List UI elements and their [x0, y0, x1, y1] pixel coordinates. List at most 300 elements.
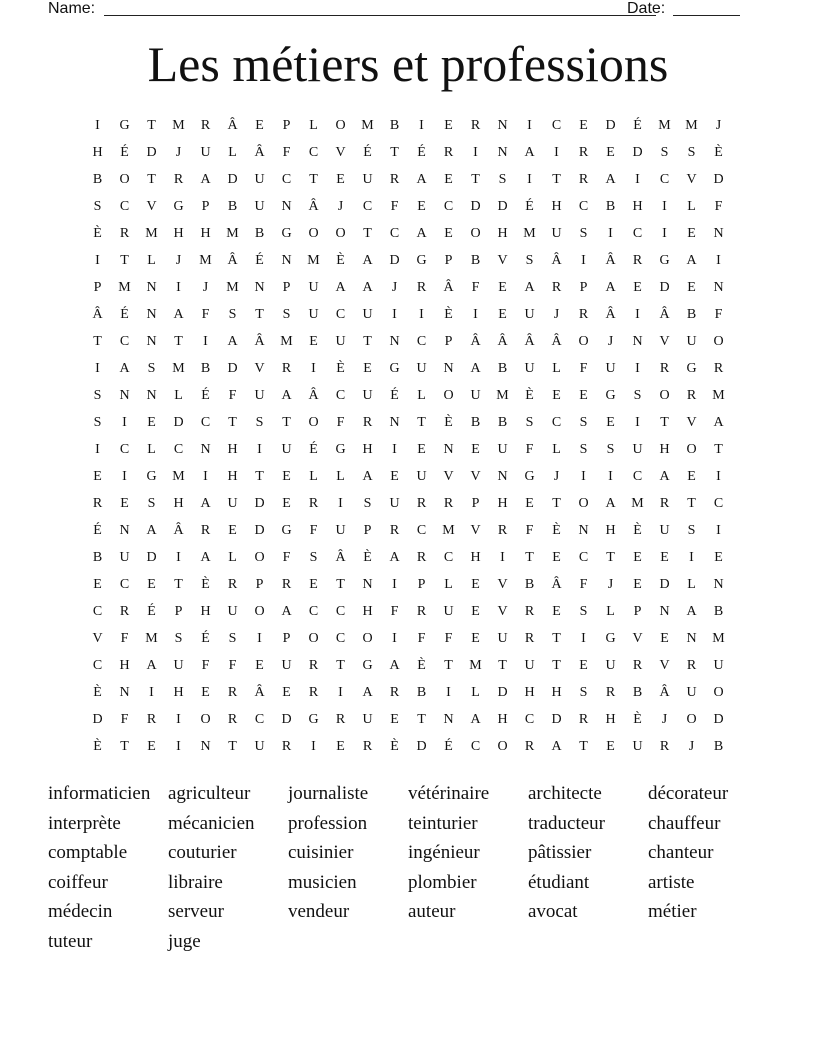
- grid-letter[interactable]: A: [524, 144, 535, 160]
- grid-letter[interactable]: G: [416, 252, 427, 268]
- grid-letter[interactable]: È: [93, 738, 102, 754]
- grid-letter[interactable]: P: [282, 117, 291, 133]
- grid-letter[interactable]: O: [686, 441, 697, 457]
- grid-letter[interactable]: R: [173, 171, 184, 187]
- grid-letter[interactable]: N: [146, 279, 157, 295]
- grid-letter[interactable]: S: [255, 414, 264, 430]
- grid-letter[interactable]: E: [687, 279, 696, 295]
- grid-letter[interactable]: M: [172, 468, 185, 484]
- grid-letter[interactable]: I: [149, 684, 154, 700]
- grid-letter[interactable]: T: [444, 657, 453, 673]
- grid-letter[interactable]: I: [203, 468, 208, 484]
- grid-letter[interactable]: U: [362, 306, 373, 322]
- grid-letter[interactable]: T: [120, 252, 129, 268]
- grid-letter[interactable]: H: [497, 711, 508, 727]
- grid-letter[interactable]: D: [551, 711, 562, 727]
- grid-letter[interactable]: D: [146, 549, 157, 565]
- grid-letter[interactable]: I: [716, 252, 721, 268]
- grid-letter[interactable]: R: [578, 711, 589, 727]
- grid-letter[interactable]: I: [311, 738, 316, 754]
- grid-letter[interactable]: F: [282, 144, 291, 160]
- grid-letter[interactable]: H: [551, 198, 562, 214]
- grid-letter[interactable]: C: [119, 333, 130, 349]
- grid-letter[interactable]: E: [417, 198, 426, 214]
- grid-letter[interactable]: R: [524, 630, 535, 646]
- grid-letter[interactable]: U: [389, 495, 400, 511]
- grid-letter[interactable]: A: [362, 279, 373, 295]
- grid-letter[interactable]: H: [524, 684, 535, 700]
- grid-letter[interactable]: S: [687, 522, 696, 538]
- grid-letter[interactable]: O: [254, 549, 265, 565]
- grid-letter[interactable]: F: [390, 603, 399, 619]
- grid-letter[interactable]: Â: [605, 252, 616, 268]
- grid-letter[interactable]: Â: [497, 333, 508, 349]
- grid-letter[interactable]: N: [200, 738, 211, 754]
- grid-letter[interactable]: R: [200, 117, 211, 133]
- grid-letter[interactable]: T: [552, 495, 561, 511]
- grid-letter[interactable]: F: [228, 387, 237, 403]
- grid-letter[interactable]: I: [635, 414, 640, 430]
- grid-letter[interactable]: Â: [551, 252, 562, 268]
- grid-letter[interactable]: A: [389, 657, 400, 673]
- grid-letter[interactable]: T: [309, 171, 318, 187]
- grid-letter[interactable]: C: [470, 738, 481, 754]
- grid-letter[interactable]: E: [498, 306, 507, 322]
- grid-letter[interactable]: R: [551, 279, 562, 295]
- grid-letter[interactable]: S: [147, 360, 156, 376]
- grid-letter[interactable]: A: [551, 738, 562, 754]
- grid-letter[interactable]: M: [145, 225, 158, 241]
- grid-letter[interactable]: T: [552, 630, 561, 646]
- grid-letter[interactable]: O: [308, 225, 319, 241]
- grid-letter[interactable]: F: [714, 306, 723, 322]
- grid-letter[interactable]: È: [417, 657, 426, 673]
- grid-letter[interactable]: A: [335, 279, 346, 295]
- grid-letter[interactable]: F: [282, 549, 291, 565]
- grid-letter[interactable]: V: [470, 522, 481, 538]
- grid-letter[interactable]: E: [714, 549, 723, 565]
- grid-letter[interactable]: R: [416, 279, 427, 295]
- grid-letter[interactable]: R: [362, 414, 373, 430]
- grid-letter[interactable]: M: [226, 279, 239, 295]
- grid-letter[interactable]: E: [471, 630, 480, 646]
- grid-letter[interactable]: M: [496, 387, 509, 403]
- grid-letter[interactable]: U: [227, 495, 238, 511]
- grid-letter[interactable]: S: [579, 603, 588, 619]
- grid-letter[interactable]: D: [497, 198, 508, 214]
- grid-letter[interactable]: U: [254, 198, 265, 214]
- grid-letter[interactable]: J: [607, 576, 614, 592]
- grid-letter[interactable]: P: [444, 252, 453, 268]
- grid-letter[interactable]: È: [714, 144, 723, 160]
- grid-letter[interactable]: U: [308, 306, 319, 322]
- grid-letter[interactable]: C: [335, 387, 346, 403]
- grid-letter[interactable]: R: [524, 738, 535, 754]
- grid-letter[interactable]: A: [200, 171, 211, 187]
- grid-letter[interactable]: T: [363, 225, 372, 241]
- grid-letter[interactable]: U: [335, 333, 346, 349]
- grid-letter[interactable]: F: [579, 360, 588, 376]
- grid-letter[interactable]: Â: [551, 333, 562, 349]
- grid-letter[interactable]: L: [309, 468, 318, 484]
- grid-letter[interactable]: È: [93, 225, 102, 241]
- grid-letter[interactable]: E: [282, 495, 291, 511]
- grid-letter[interactable]: C: [254, 711, 265, 727]
- grid-letter[interactable]: A: [362, 468, 373, 484]
- grid-letter[interactable]: S: [282, 306, 291, 322]
- grid-letter[interactable]: B: [416, 684, 427, 700]
- grid-letter[interactable]: Â: [659, 684, 670, 700]
- grid-letter[interactable]: N: [497, 117, 508, 133]
- grid-letter[interactable]: P: [471, 495, 480, 511]
- grid-letter[interactable]: C: [443, 198, 454, 214]
- grid-letter[interactable]: L: [336, 468, 345, 484]
- grid-letter[interactable]: F: [390, 198, 399, 214]
- grid-letter[interactable]: F: [444, 630, 453, 646]
- grid-letter[interactable]: U: [362, 387, 373, 403]
- grid-letter[interactable]: L: [687, 576, 696, 592]
- grid-letter[interactable]: H: [470, 549, 481, 565]
- grid-letter[interactable]: R: [119, 603, 130, 619]
- grid-letter[interactable]: L: [687, 198, 696, 214]
- grid-letter[interactable]: D: [659, 576, 670, 592]
- grid-letter[interactable]: P: [444, 333, 453, 349]
- grid-letter[interactable]: Â: [443, 279, 454, 295]
- grid-letter[interactable]: G: [524, 468, 535, 484]
- grid-letter[interactable]: I: [689, 549, 694, 565]
- grid-letter[interactable]: L: [228, 144, 237, 160]
- grid-letter[interactable]: È: [525, 387, 534, 403]
- grid-letter[interactable]: U: [713, 657, 724, 673]
- grid-letter[interactable]: N: [119, 684, 130, 700]
- grid-letter[interactable]: C: [389, 225, 400, 241]
- grid-letter[interactable]: É: [147, 603, 156, 619]
- grid-letter[interactable]: U: [605, 360, 616, 376]
- grid-letter[interactable]: H: [200, 603, 211, 619]
- grid-letter[interactable]: I: [635, 306, 640, 322]
- grid-letter[interactable]: M: [118, 279, 131, 295]
- grid-letter[interactable]: S: [228, 306, 237, 322]
- grid-letter[interactable]: O: [308, 414, 319, 430]
- grid-letter[interactable]: E: [579, 657, 588, 673]
- grid-letter[interactable]: D: [632, 144, 643, 160]
- grid-letter[interactable]: N: [497, 144, 508, 160]
- grid-letter[interactable]: M: [712, 387, 725, 403]
- grid-letter[interactable]: M: [226, 225, 239, 241]
- grid-letter[interactable]: S: [579, 414, 588, 430]
- grid-letter[interactable]: D: [605, 117, 616, 133]
- grid-letter[interactable]: B: [92, 549, 103, 565]
- grid-letter[interactable]: O: [119, 171, 130, 187]
- grid-letter[interactable]: T: [417, 414, 426, 430]
- grid-letter[interactable]: É: [255, 252, 264, 268]
- grid-letter[interactable]: Â: [605, 306, 616, 322]
- grid-letter[interactable]: C: [659, 171, 670, 187]
- grid-letter[interactable]: C: [416, 333, 427, 349]
- grid-letter[interactable]: U: [632, 441, 643, 457]
- grid-letter[interactable]: F: [336, 414, 345, 430]
- grid-letter[interactable]: T: [498, 657, 507, 673]
- grid-letter[interactable]: V: [92, 630, 103, 646]
- grid-letter[interactable]: V: [146, 198, 157, 214]
- grid-letter[interactable]: C: [308, 603, 319, 619]
- grid-letter[interactable]: E: [552, 549, 561, 565]
- grid-letter[interactable]: U: [119, 549, 130, 565]
- grid-letter[interactable]: G: [173, 198, 184, 214]
- grid-letter[interactable]: A: [146, 522, 157, 538]
- grid-letter[interactable]: U: [254, 738, 265, 754]
- grid-letter[interactable]: T: [606, 549, 615, 565]
- grid-letter[interactable]: T: [228, 738, 237, 754]
- grid-letter[interactable]: H: [173, 684, 184, 700]
- grid-letter[interactable]: I: [716, 522, 721, 538]
- grid-letter[interactable]: I: [608, 468, 613, 484]
- grid-letter[interactable]: U: [524, 360, 535, 376]
- grid-letter[interactable]: R: [92, 495, 103, 511]
- grid-letter[interactable]: P: [417, 576, 426, 592]
- grid-letter[interactable]: S: [579, 225, 588, 241]
- grid-letter[interactable]: A: [416, 225, 427, 241]
- grid-letter[interactable]: U: [308, 279, 319, 295]
- grid-letter[interactable]: R: [632, 252, 643, 268]
- grid-letter[interactable]: I: [257, 630, 262, 646]
- grid-letter[interactable]: I: [176, 549, 181, 565]
- grid-letter[interactable]: E: [255, 117, 264, 133]
- grid-letter[interactable]: Â: [92, 306, 103, 322]
- grid-letter[interactable]: C: [335, 630, 346, 646]
- grid-letter[interactable]: U: [524, 657, 535, 673]
- grid-letter[interactable]: J: [688, 738, 695, 754]
- grid-letter[interactable]: B: [200, 360, 211, 376]
- grid-letter[interactable]: R: [308, 684, 319, 700]
- grid-letter[interactable]: Â: [335, 549, 346, 565]
- grid-letter[interactable]: C: [308, 144, 319, 160]
- grid-letter[interactable]: T: [552, 657, 561, 673]
- grid-letter[interactable]: I: [527, 117, 532, 133]
- grid-letter[interactable]: É: [201, 387, 210, 403]
- grid-letter[interactable]: D: [713, 711, 724, 727]
- grid-letter[interactable]: G: [605, 630, 616, 646]
- grid-letter[interactable]: V: [497, 603, 508, 619]
- grid-letter[interactable]: F: [309, 522, 318, 538]
- grid-letter[interactable]: D: [227, 171, 238, 187]
- grid-letter[interactable]: T: [174, 333, 183, 349]
- grid-letter[interactable]: O: [254, 603, 265, 619]
- grid-letter[interactable]: U: [470, 387, 481, 403]
- grid-letter[interactable]: A: [605, 495, 616, 511]
- grid-letter[interactable]: T: [336, 576, 345, 592]
- grid-letter[interactable]: T: [93, 333, 102, 349]
- grid-letter[interactable]: H: [227, 468, 238, 484]
- grid-letter[interactable]: J: [337, 198, 344, 214]
- grid-letter[interactable]: U: [173, 657, 184, 673]
- grid-letter[interactable]: R: [497, 522, 508, 538]
- grid-letter[interactable]: G: [659, 252, 670, 268]
- grid-letter[interactable]: B: [227, 198, 238, 214]
- grid-letter[interactable]: N: [146, 333, 157, 349]
- grid-letter[interactable]: H: [92, 144, 103, 160]
- grid-letter[interactable]: R: [227, 684, 238, 700]
- grid-letter[interactable]: O: [578, 495, 589, 511]
- grid-letter[interactable]: F: [228, 657, 237, 673]
- grid-letter[interactable]: E: [255, 657, 264, 673]
- grid-letter[interactable]: U: [200, 144, 211, 160]
- grid-letter[interactable]: È: [201, 576, 210, 592]
- grid-letter[interactable]: P: [93, 279, 102, 295]
- grid-letter[interactable]: T: [525, 549, 534, 565]
- grid-letter[interactable]: E: [579, 387, 588, 403]
- grid-letter[interactable]: M: [172, 117, 185, 133]
- grid-letter[interactable]: U: [335, 522, 346, 538]
- grid-letter[interactable]: A: [659, 468, 670, 484]
- grid-letter[interactable]: N: [686, 630, 697, 646]
- grid-letter[interactable]: G: [281, 522, 292, 538]
- grid-letter[interactable]: M: [469, 657, 482, 673]
- grid-letter[interactable]: I: [554, 144, 559, 160]
- grid-letter[interactable]: R: [416, 549, 427, 565]
- grid-letter[interactable]: J: [661, 711, 668, 727]
- grid-letter[interactable]: C: [335, 306, 346, 322]
- grid-letter[interactable]: H: [632, 198, 643, 214]
- grid-letter[interactable]: L: [606, 603, 615, 619]
- grid-letter[interactable]: I: [176, 711, 181, 727]
- grid-letter[interactable]: R: [389, 522, 400, 538]
- grid-letter[interactable]: É: [201, 630, 210, 646]
- grid-letter[interactable]: N: [146, 306, 157, 322]
- grid-letter[interactable]: F: [120, 711, 129, 727]
- grid-letter[interactable]: O: [713, 333, 724, 349]
- grid-letter[interactable]: R: [659, 495, 670, 511]
- grid-letter[interactable]: R: [119, 225, 130, 241]
- grid-letter[interactable]: N: [713, 225, 724, 241]
- grid-letter[interactable]: D: [470, 198, 481, 214]
- grid-letter[interactable]: N: [632, 333, 643, 349]
- grid-letter[interactable]: A: [200, 549, 211, 565]
- grid-letter[interactable]: I: [338, 495, 343, 511]
- grid-letter[interactable]: R: [659, 360, 670, 376]
- grid-letter[interactable]: T: [660, 414, 669, 430]
- grid-letter[interactable]: U: [551, 225, 562, 241]
- grid-letter[interactable]: A: [146, 657, 157, 673]
- grid-letter[interactable]: F: [579, 576, 588, 592]
- grid-letter[interactable]: I: [446, 684, 451, 700]
- grid-letter[interactable]: S: [579, 441, 588, 457]
- grid-letter[interactable]: É: [309, 441, 318, 457]
- grid-letter[interactable]: H: [659, 441, 670, 457]
- grid-letter[interactable]: U: [524, 306, 535, 322]
- grid-letter[interactable]: Â: [308, 387, 319, 403]
- grid-letter[interactable]: I: [122, 468, 127, 484]
- grid-letter[interactable]: R: [281, 576, 292, 592]
- grid-letter[interactable]: E: [147, 576, 156, 592]
- grid-letter[interactable]: I: [419, 306, 424, 322]
- grid-letter[interactable]: A: [227, 333, 238, 349]
- grid-letter[interactable]: A: [605, 279, 616, 295]
- grid-letter[interactable]: T: [714, 441, 723, 457]
- grid-letter[interactable]: S: [93, 387, 102, 403]
- grid-letter[interactable]: Â: [524, 333, 535, 349]
- grid-letter[interactable]: U: [497, 630, 508, 646]
- grid-letter[interactable]: V: [254, 360, 265, 376]
- grid-letter[interactable]: G: [605, 387, 616, 403]
- grid-letter[interactable]: A: [119, 360, 130, 376]
- grid-letter[interactable]: L: [417, 387, 426, 403]
- grid-letter[interactable]: B: [92, 171, 103, 187]
- grid-letter[interactable]: B: [470, 414, 481, 430]
- grid-letter[interactable]: S: [309, 549, 318, 565]
- grid-letter[interactable]: V: [443, 468, 454, 484]
- grid-letter[interactable]: E: [282, 684, 291, 700]
- grid-letter[interactable]: È: [363, 549, 372, 565]
- grid-letter[interactable]: C: [578, 549, 589, 565]
- grid-letter[interactable]: É: [363, 144, 372, 160]
- grid-letter[interactable]: B: [713, 738, 724, 754]
- grid-letter[interactable]: R: [416, 603, 427, 619]
- grid-letter[interactable]: H: [551, 684, 562, 700]
- grid-letter[interactable]: L: [552, 360, 561, 376]
- grid-letter[interactable]: T: [282, 414, 291, 430]
- grid-letter[interactable]: É: [390, 387, 399, 403]
- grid-letter[interactable]: R: [227, 576, 238, 592]
- grid-letter[interactable]: E: [147, 414, 156, 430]
- grid-letter[interactable]: D: [227, 360, 238, 376]
- grid-letter[interactable]: T: [120, 738, 129, 754]
- grid-letter[interactable]: A: [416, 171, 427, 187]
- grid-letter[interactable]: N: [578, 522, 589, 538]
- grid-letter[interactable]: E: [93, 468, 102, 484]
- grid-letter[interactable]: V: [686, 414, 697, 430]
- grid-letter[interactable]: D: [281, 711, 292, 727]
- grid-letter[interactable]: M: [685, 117, 698, 133]
- grid-letter[interactable]: C: [119, 198, 130, 214]
- grid-letter[interactable]: F: [201, 306, 210, 322]
- grid-letter[interactable]: N: [254, 279, 265, 295]
- grid-letter[interactable]: E: [606, 738, 615, 754]
- grid-letter[interactable]: N: [281, 252, 292, 268]
- grid-letter[interactable]: B: [497, 360, 508, 376]
- grid-letter[interactable]: S: [606, 441, 615, 457]
- grid-letter[interactable]: R: [632, 657, 643, 673]
- grid-letter[interactable]: G: [146, 468, 157, 484]
- grid-letter[interactable]: I: [500, 549, 505, 565]
- grid-letter[interactable]: C: [119, 576, 130, 592]
- grid-letter[interactable]: E: [309, 333, 318, 349]
- grid-letter[interactable]: Â: [551, 576, 562, 592]
- grid-letter[interactable]: D: [659, 279, 670, 295]
- grid-letter[interactable]: R: [389, 684, 400, 700]
- grid-letter[interactable]: I: [176, 279, 181, 295]
- grid-letter[interactable]: F: [201, 657, 210, 673]
- grid-letter[interactable]: U: [362, 711, 373, 727]
- grid-letter[interactable]: E: [660, 630, 669, 646]
- grid-letter[interactable]: H: [497, 225, 508, 241]
- grid-letter[interactable]: B: [686, 306, 697, 322]
- grid-letter[interactable]: Â: [254, 684, 265, 700]
- grid-letter[interactable]: J: [202, 279, 209, 295]
- grid-letter[interactable]: P: [363, 522, 372, 538]
- grid-letter[interactable]: R: [686, 387, 697, 403]
- grid-letter[interactable]: I: [635, 360, 640, 376]
- grid-letter[interactable]: F: [525, 522, 534, 538]
- grid-letter[interactable]: J: [607, 333, 614, 349]
- grid-letter[interactable]: O: [470, 225, 481, 241]
- grid-letter[interactable]: U: [686, 684, 697, 700]
- grid-letter[interactable]: O: [686, 711, 697, 727]
- grid-letter[interactable]: I: [419, 117, 424, 133]
- grid-letter[interactable]: G: [362, 657, 373, 673]
- grid-letter[interactable]: R: [281, 360, 292, 376]
- grid-letter[interactable]: M: [280, 333, 293, 349]
